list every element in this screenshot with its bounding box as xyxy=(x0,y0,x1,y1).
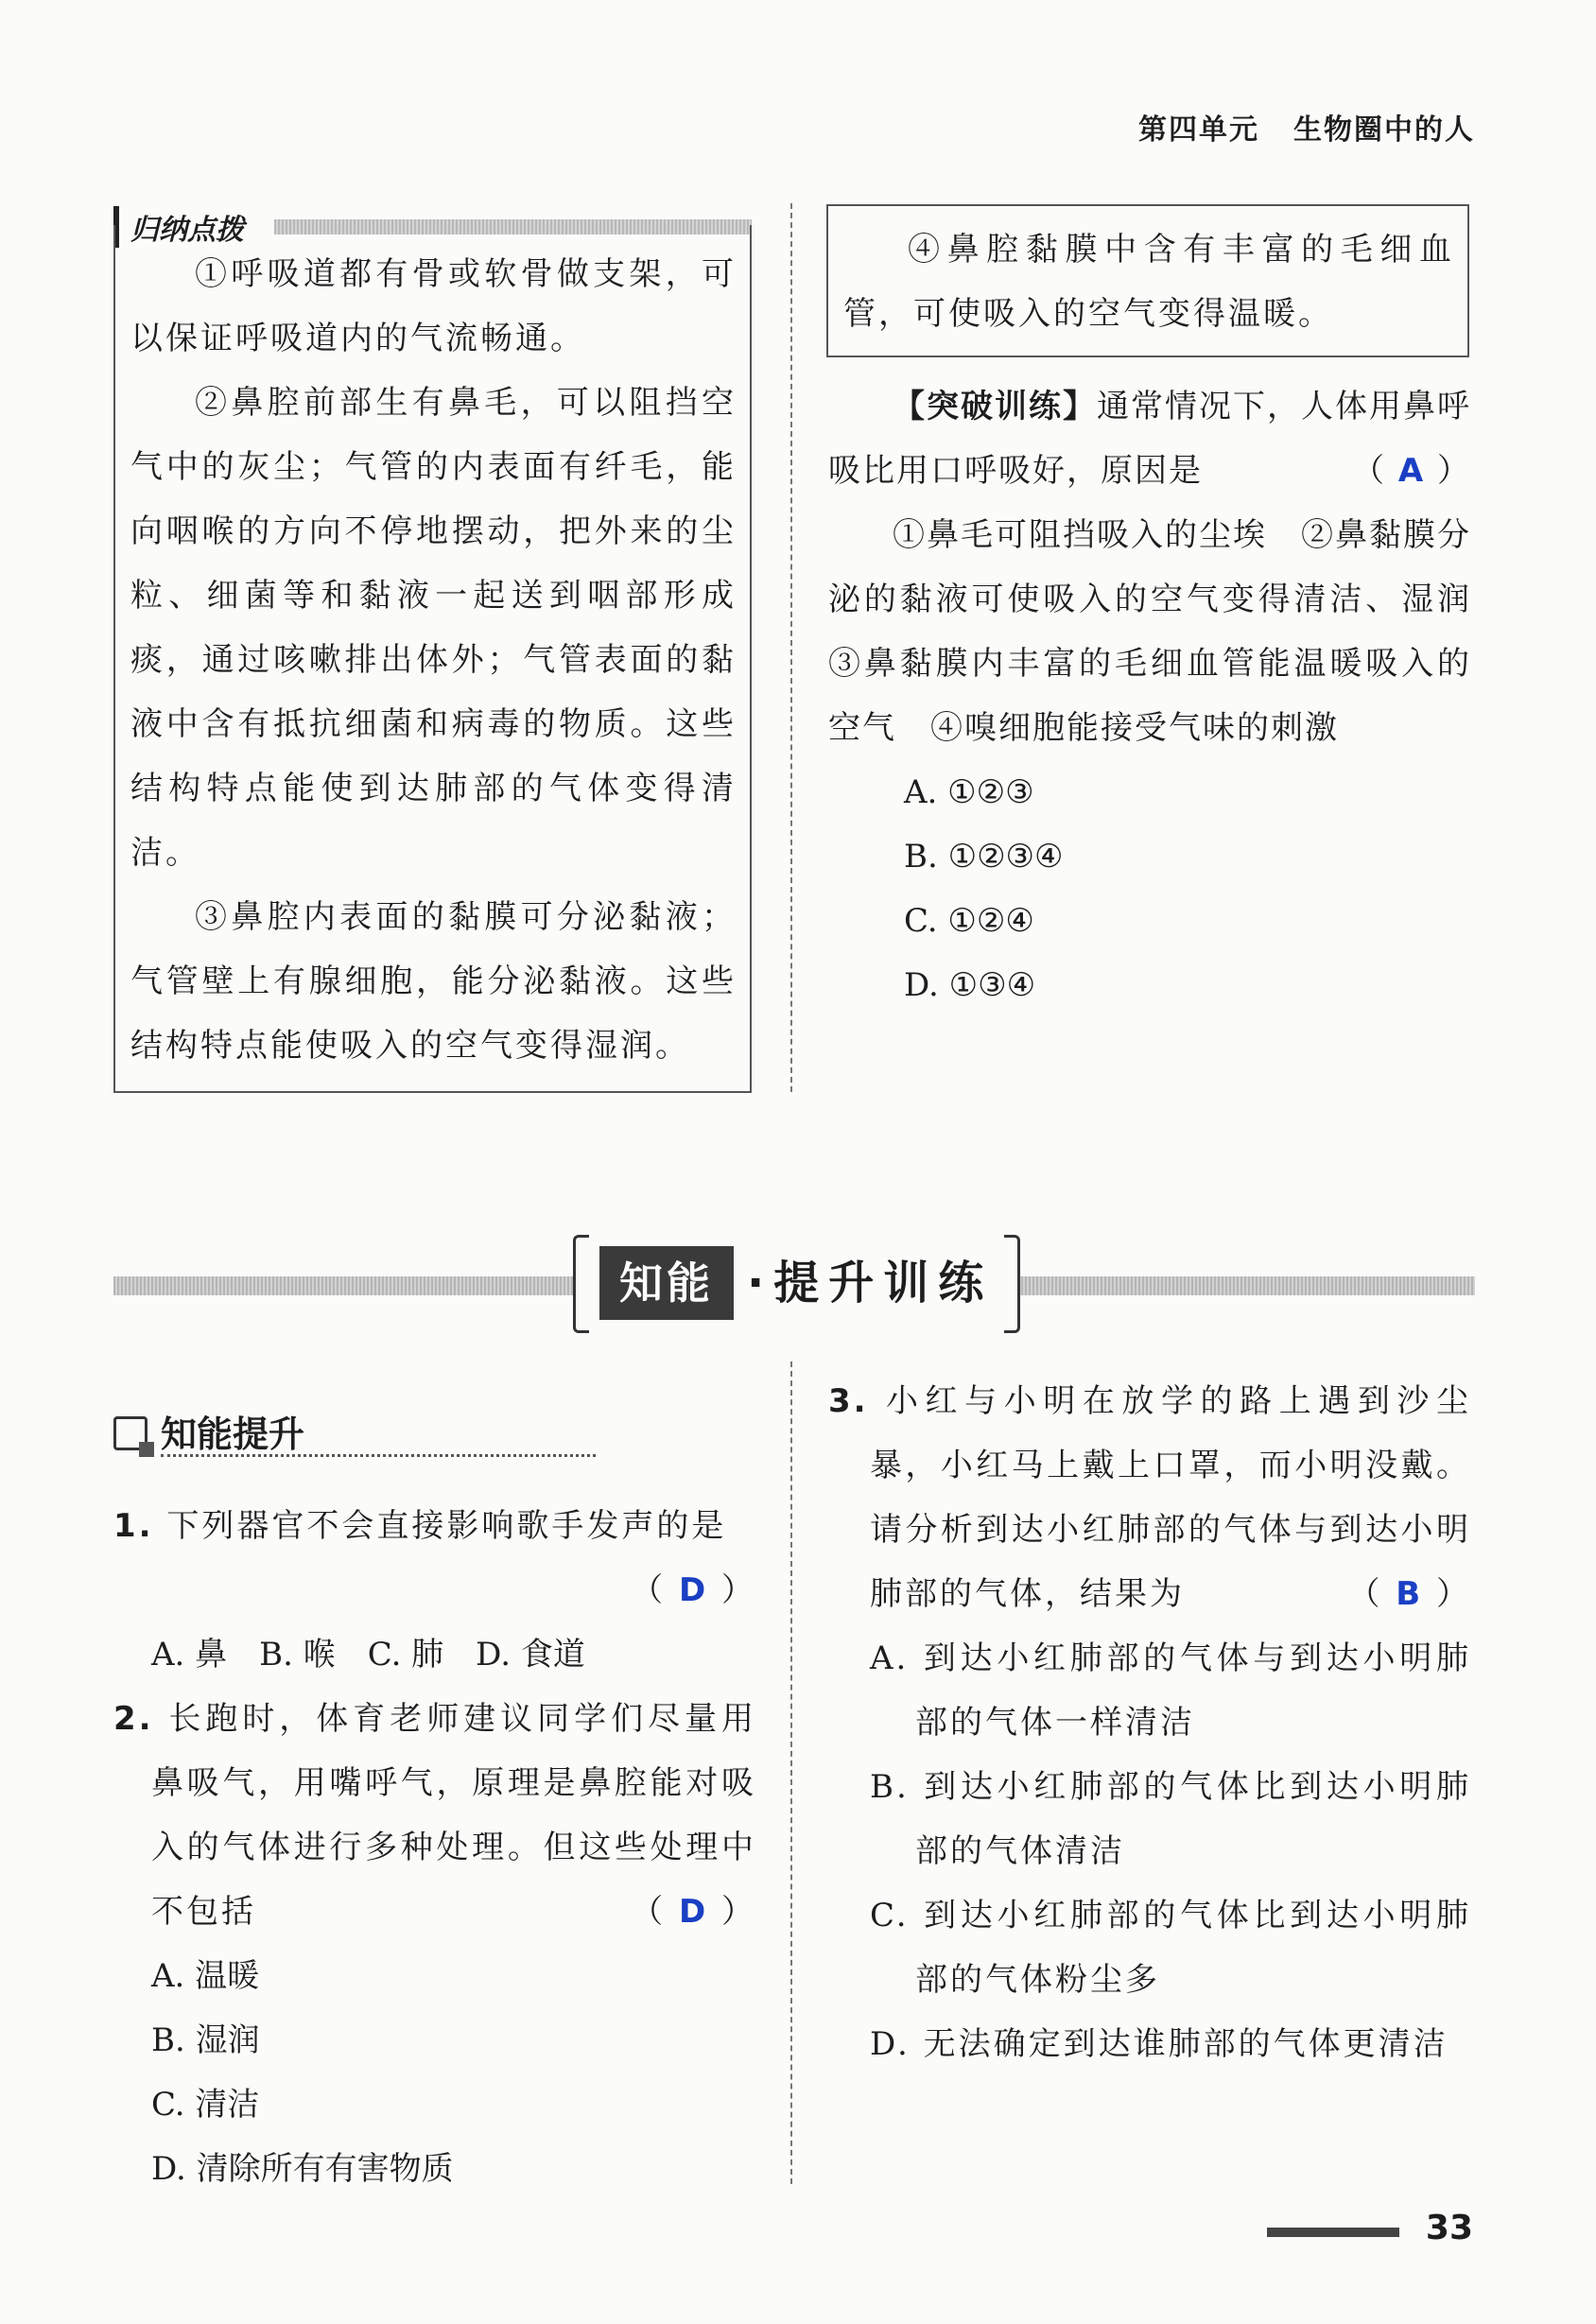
section-title-rest: ·提升训练 xyxy=(747,1257,994,1309)
q3-option-b: B. 到达小红肺部的气体比到达小明肺部的气体清洁 xyxy=(870,1768,1471,1870)
breakthrough-answer: A xyxy=(1397,452,1426,490)
q3-stem: 小红与小明在放学的路上遇到沙尘暴，小红马上戴上口罩，而小明没戴。请分析到达小红肺部的气体与到达小明肺部的气体，结果为 xyxy=(870,1382,1472,1613)
q2-answer: D xyxy=(678,1893,709,1931)
breakthrough-option-a: A. ①②③ xyxy=(904,773,1034,811)
subsection-underline xyxy=(161,1454,596,1457)
q2-option-b: B. 湿润 xyxy=(151,2021,260,2059)
summary-title: 归纳点拨 xyxy=(113,206,252,248)
subsection-title: 知能提升 xyxy=(161,1413,305,1455)
summary-box xyxy=(113,225,752,1093)
breakthrough-option-b: B. ①②③④ xyxy=(904,838,1064,876)
chapter-label: 生物圈中的人 xyxy=(1293,113,1475,147)
question-2: 2. 长跑时，体育老师建议同学们尽量用鼻吸气，用嘴呼气，原理是鼻腔能对吸入的气体进行多种处理。但这些处理中不包括 （ D ） A. 温暖 B. 湿润 C. 清洁 D. 清除所有有害物质 xyxy=(113,1687,756,2201)
q2-option-a: A. 温暖 xyxy=(151,1957,260,1995)
breakthrough-option-c: C. ①②④ xyxy=(904,902,1034,940)
breakthrough-stem-line: 【突破训练】通常情况下，人体用鼻呼吸比用口呼吸好，原因是 （ A ） xyxy=(828,388,1471,490)
q3-option-d: D. 无法确定到达谁肺部的气体更清洁 xyxy=(870,2025,1449,2063)
section-title-dark: 知能 xyxy=(599,1246,734,1320)
column-divider-bottom xyxy=(790,1361,792,2184)
page-number-bar xyxy=(1267,2228,1399,2237)
q3-option-a: A. 到达小红肺部的气体与到达小明肺部的气体一样清洁 xyxy=(870,1639,1471,1742)
summary-p2: ②鼻腔前部生有鼻毛，可以阻挡空气中的灰尘；气管的内表面有纤毛，能向咽喉的方向不停地摆动，把外来的尘粒、细菌等和黏液一起送到咽部形成痰，通过咳嗽排出体外；气管表面的黏液中含有抵抗细菌和病毒的物质。这些结构特点能使到达肺部的气体变得清洁。 xyxy=(130,384,737,872)
left-questions xyxy=(113,1494,756,2201)
question-3: 3. 小红与小明在放学的路上遇到沙尘暴，小红马上戴上口罩，而小明没戴。请分析到达小红肺部的气体与到达小明肺部的气体，结果为 （ B ） A. 到达小红肺部的气体与到达小明肺部的气体一样清洁 B. 到达小红肺部的气体比到达小明肺部的气体清洁 C. 到达小红肺部的气体比到达小明肺部的气体粉尘多 D. 无法确定到达谁肺部的气体更清洁 xyxy=(828,1369,1471,2076)
breakthrough-block xyxy=(828,374,1505,1017)
page-header xyxy=(1104,106,1475,147)
q2-stem: 长跑时，体育老师建议同学们尽量用鼻吸气，用嘴呼气，原理是鼻腔能对吸入的气体进行多种处理。但这些处理中不包括 xyxy=(151,1700,757,1931)
page-number: 33 xyxy=(1425,2209,1473,2247)
q3-option-c: C. 到达小红肺部的气体比到达小明肺部的气体粉尘多 xyxy=(870,1897,1471,1999)
q3-num: 3. xyxy=(828,1382,869,1420)
q2-option-d: D. 清除所有有害物质 xyxy=(151,2150,454,2188)
summary-p1: ①呼吸道都有骨或软骨做支架，可以保证呼吸道内的气流畅通。 xyxy=(130,255,737,357)
breakthrough-stem: 通常情况下，人体用鼻呼吸比用口呼吸好，原因是 xyxy=(828,388,1471,490)
summary-box-continued xyxy=(826,204,1469,357)
subsection-icon xyxy=(113,1416,147,1450)
breakthrough-detail: ①鼻毛可阻挡吸入的尘埃 ②鼻黏膜分泌的黏液可使吸入的空气变得清洁、湿润 ③鼻黏膜内丰富的毛细血管能温暖吸入的空气 ④嗅细胞能接受气味的刺激 xyxy=(828,516,1505,747)
summary-p3: ③鼻腔内表面的黏膜可分泌黏液；气管壁上有腺细胞，能分泌黏液。这些结构特点能使吸入的空气变得湿润。 xyxy=(130,898,737,1065)
q1-stem: 下列器官不会直接影响歌手发声的是 xyxy=(166,1507,727,1545)
breakthrough-label: 【突破训练】 xyxy=(893,388,1097,425)
column-divider-top xyxy=(790,203,792,1092)
q2-option-c: C. 清洁 xyxy=(151,2086,260,2124)
q1-answer: D xyxy=(678,1571,709,1609)
q1-options: A. 鼻 B. 喉 C. 肺 D. 食道 xyxy=(151,1636,585,1674)
section-bracket-left xyxy=(573,1235,589,1333)
q2-num: 2. xyxy=(113,1700,154,1738)
summary-p4: ④鼻腔黏膜中含有丰富的毛细血管，可使吸入的空气变得温暖。 xyxy=(843,231,1454,333)
breakthrough-option-d: D. ①③④ xyxy=(904,966,1036,1004)
subsection-heading xyxy=(113,1405,304,1457)
question-1: 1. 下列器官不会直接影响歌手发声的是 （ D ） A. 鼻 B. 喉 C. 肺 D. 食道 xyxy=(113,1494,756,1687)
q3-answer: B xyxy=(1396,1575,1424,1613)
q1-num: 1. xyxy=(113,1507,154,1545)
section-bracket-right xyxy=(1004,1235,1020,1333)
unit-label: 第四单元 xyxy=(1138,113,1259,147)
